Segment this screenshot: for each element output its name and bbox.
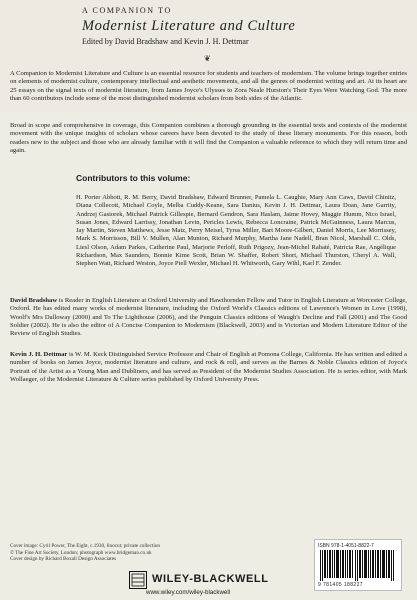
series-label: A COMPANION TO xyxy=(82,6,172,15)
bio-bradshaw-text: is Reader in English Literature at Oxford University and Hawthornden Fellow and Tutor in English Literature at Worcester College, Oxford. He has edited many works of modernist literature, including the Oxford World's Classics editions of Lawrence's Women in Love (1998), Woolf's Mrs Dalloway (2000) and To The Lighthouse (2006), and the Penguin Classics editions of Waugh's Decline and Fall (2001) and The Good Soldier (2002). He is also the editor of A Concise Companion to Modernism (Blackwell, 2003) and is Victorian and Modern Literature Editor of the Review of English Studies. xyxy=(10,297,407,338)
isbn-label: ISBN 978-1-4051-8822-7 xyxy=(318,543,374,549)
bio-dettmar-name: Kevin J. H. Dettmar xyxy=(10,351,68,358)
ornament-icon: ❦ xyxy=(204,54,211,63)
bio-bradshaw xyxy=(10,297,407,338)
wiley-logo-icon xyxy=(129,571,147,589)
publisher-website-link[interactable]: www.wiley.com/wiley-blackwell xyxy=(146,589,231,596)
cover-credit-line-3: Cover design by Richard Boxall Design Associates xyxy=(10,556,117,562)
contributors-list: H. Porter Abbott, R. M. Berry, David Bradshaw, Edward Brunner, Pamela L. Caughie, Mary Ann Caws, David Chinitz, Diana Collecott, Michael Coyle, Melba Cuddy-Keane, Sara Danius, Kevin J. H. Dettmar, Laura Doan, Jane Garrity, Andrzej Gasiorek, Michael Patrick Gillespie, Bernard Gendron, Sara Haslam, Jaime Hovey, Maggie Humm, Nico Israel, Susan Jones, Edward Larrissy, Jonathan Levin, Pericles Lewis, Rebecca Loncraine, Patrick McGuinness, Laura Marcus, Jay Martin, Steven Matthews, Jesse Matz, Perry Meisel, Tyrus Miller, Bart Moore-Gilbert, Daniel Morris, Lee Morrissey, Mark S. Morrisson, Bill V. Mullen, Alan Munton, Richard Murphy, Martha Jane Nadell, Bran Nicol, Marshall C. Olds, Liesl Olson, Adam Parkes, Catherine Paul, Marjorie Perloff, Ruth Prigozy, Jean-Michel Rabaté, Patricia Rae, Angélique Richardson, Max Saunders, Bonnie Kime Scott, Brian W. Shaffer, Robert Short, Michael Thurston, Cheryl A. Wall, Stephen Watt, Richard Weston, Joyce Piell Wexler, Michael H. Whitworth, Gary Wihl, Karl F. Zender. xyxy=(76,194,396,267)
bio-bradshaw-name: David Bradshaw xyxy=(10,297,58,304)
barcode-digits: 9 781405 188227 xyxy=(318,582,363,588)
contributors-heading: Contributors to this volume: xyxy=(76,173,191,183)
book-title: Modernist Literature and Culture xyxy=(82,18,296,34)
blurb-paragraph-2: Broad in scope and comprehensive in coverage, this Companion combines a thorough grounding in the essential texts and contexts of the modernist movement with the unique insights of scholars whose careers have been devoted to the study of these literary monuments. For this reason, both readers new to the subject and those who are already familiar with it will find the Companion a valuable reference to which they will return time and again. xyxy=(10,122,407,154)
barcode-panel xyxy=(314,539,402,591)
blurb-paragraph-1: A Companion to Modernist Literature and Culture is an essential resource for students and teachers of modernism. The volume brings together entries on elements of modernist culture, contemporary intellectual and aesthetic movements, and all the genres of modernist writing and art. At its heart are 25 essays on the signal texts of modernist literature, from James Joyce's Ulysses to Zora Neale Hurston's Their Eyes Were Watching God. The more than 60 contributors include some of the most distinguished modernist scholars from both sides of the Atlantic. xyxy=(10,70,407,102)
bio-dettmar-text: is W. M. Keck Distinguished Service Professor and Chair of English at Pomona College, California. He has written and edited a number of books on James Joyce, modernist literature and culture, and rock & roll, and serves as the Barnes & Noble Classics edition of Joyce's Portrait of the Artist as a Young Man and Dubliners, and has served as President of the Modernist Studies Association. He is series editor, with Mark Wollaeger, of the Modernist Literature & Culture series published by Oxford University Press. xyxy=(10,351,407,383)
publisher-name: WILEY-BLACKWELL xyxy=(152,573,269,585)
cover-credit-line-2: © The Fine Art Society, London; photograph www.bridgeman.co.uk xyxy=(10,549,152,556)
editors-line: Edited by David Bradshaw and Kevin J. H. Dettmar xyxy=(82,37,249,46)
cover-credits xyxy=(10,543,210,563)
cover-credit-line-1: Cover image: Cyril Power, The Eight, c.1930, linocut; private collection xyxy=(10,543,160,549)
barcode-icon xyxy=(319,550,397,581)
bio-dettmar xyxy=(10,351,407,384)
